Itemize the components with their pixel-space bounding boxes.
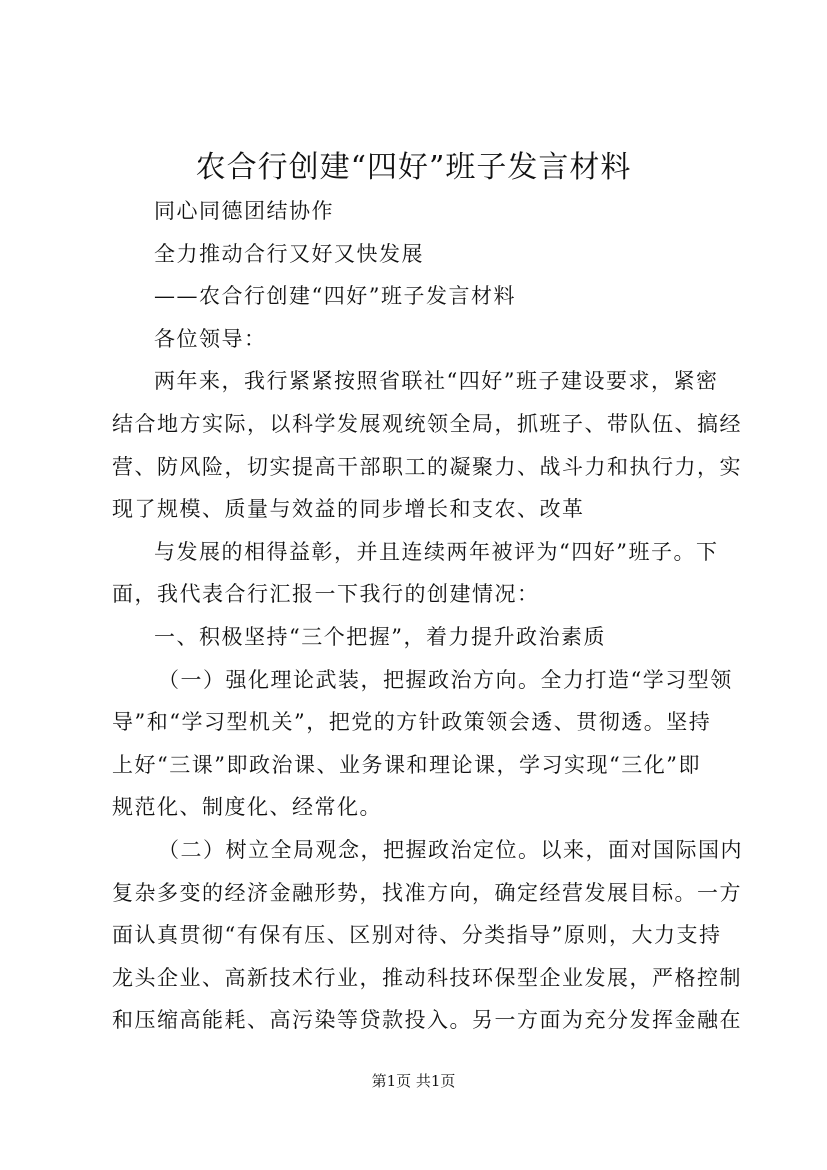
subtitle-line-2: 全力推动合行又好又快发展 (154, 241, 424, 266)
salutation: 各位领导： (154, 326, 267, 351)
paragraph-line: 龙头企业、高新技术行业，推动科技环保型企业发展，严格控制 (112, 965, 742, 990)
section-heading: 一、积极坚持“三个把握”，着力提升政治素质 (154, 624, 606, 649)
paragraph-line: （二）树立全局观念，把握政治定位。以来，面对国际国内 (158, 837, 743, 862)
paragraph-line: 规范化、制度化、经常化。 (112, 795, 382, 820)
paragraph-line: 两年来，我行紧紧按照省联社“四好”班子建设要求，紧密 (154, 369, 719, 394)
subtitle-line-3: ——农合行创建“四好”班子发言材料 (154, 284, 516, 309)
document-body (112, 190, 743, 1042)
paragraph-line: 和压缩高能耗、高污染等贷款投入。另一方面为充分发挥金融在 (112, 1008, 742, 1033)
paragraph-line: 复杂多变的经济金融形势，找准方向，确定经营发展目标。一方 (112, 880, 742, 905)
document-title: 农合行创建“四好”班子发言材料 (195, 150, 632, 185)
paragraph-line: 上好“三课”即政治课、业务课和理论课，学习实现“三化”即 (112, 752, 701, 777)
paragraph-line: 结合地方实际，以科学发展观统领全局，抓班子、带队伍、搞经 (112, 411, 742, 436)
paragraph-line: （一）强化理论武装，把握政治方向。全力打造“学习型领 (158, 667, 733, 692)
subtitle-line-1: 同心同德团结协作 (154, 199, 334, 223)
paragraph-line: 与发展的相得益彰，并且连续两年被评为“四好”班子。下 (154, 539, 719, 564)
paragraph-line: 营、防风险，切实提高干部职工的凝聚力、战斗力和执行力，实 (112, 454, 742, 479)
paragraph-line: 面认真贯彻“有保有压、区别对待、分类指导”原则，大力支持 (112, 923, 722, 948)
paragraph-line: 导”和“学习型机关”，把党的方针政策领会透、贯彻透。坚持 (112, 710, 712, 735)
paragraph-line: 面，我代表合行汇报一下我行的创建情况： (112, 582, 540, 607)
paragraph-line: 现了规模、质量与效益的同步增长和支农、改革 (112, 497, 585, 522)
page-number-footer: 第1页 共1页 (371, 1072, 456, 1090)
